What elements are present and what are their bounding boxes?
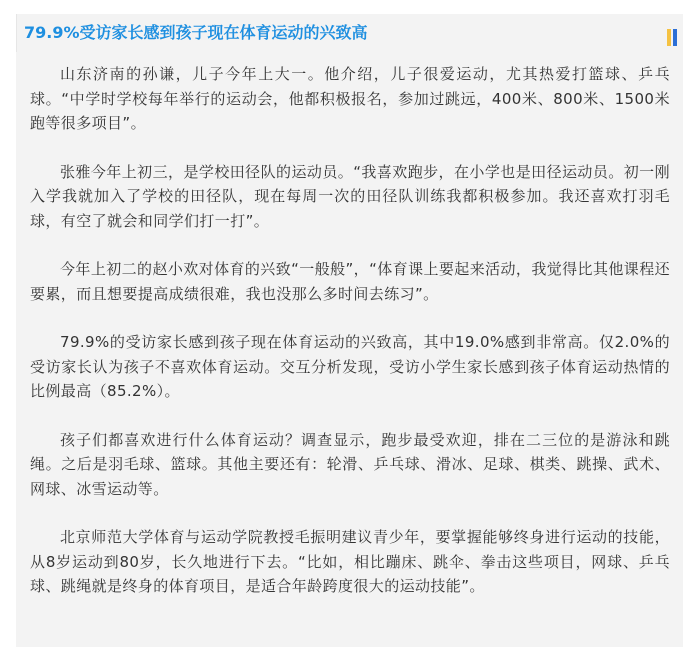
paragraph-6: 北京师范大学体育与运动学院教授毛振明建议青少年，要掌握能够终身进行运动的技能，从8岁运动到80岁，长久地进行下去。“比如，相比蹦床、跳伞、拳击这些项目，网球、乒乓球、跳绳就是终身的体育项目，是适合年龄跨度很大的运动技能”。 [30,528,670,595]
article-title: 79.9%受访家长感到孩子现在体育运动的兴致高 [24,23,368,42]
paragraph-2: 张雅今年上初三，是学校田径队的运动员。“我喜欢跑步，在小学也是田径运动员。初一刚入学我就加入了学校的田径队，现在每周一次的田径队训练我都积极参加。我还喜欢打羽毛球，有空了就会和同学们打一打”。 [30,162,670,230]
paragraph-4: 79.9%的受访家长感到孩子现在体育运动的兴致高，其中19.0%感到非常高。仅2.0%的受访家长认为孩子不喜欢体育运动。交互分析发现，受访小学生家长感到孩子体育运动热情的比例最高（85.2%）。 [30,333,670,400]
paragraph-3: 今年上初二的赵小欢对体育的兴致“一般般”，“体育课上要起来活动，我觉得比其他课程还要累，而且想要提高成绩很难，我也没那么多时间去练习”。 [30,260,670,303]
paragraph-1: 山东济南的孙谦，儿子今年上大一。他介绍，儿子很爱运动，尤其热爱打篮球、乒乓球。“中学时学校每年举行的运动会，他都积极报名，参加过跳远，400米、800米、1500米跑等很多项目”。 [30,65,670,132]
blue-bar-mark [673,29,677,46]
title-left-border [16,14,17,52]
article-body [30,62,670,599]
yellow-bar-mark [667,29,671,46]
title-decoration-icon [667,29,683,46]
paragraph-5: 孩子们都喜欢进行什么体育运动？调查显示，跑步最受欢迎，排在二三位的是游泳和跳绳。之后是羽毛球、篮球。其他主要还有：轮滑、乒乓球、滑冰、足球、棋类、跳操、武术、网球、冰雪运动等。 [30,430,670,498]
